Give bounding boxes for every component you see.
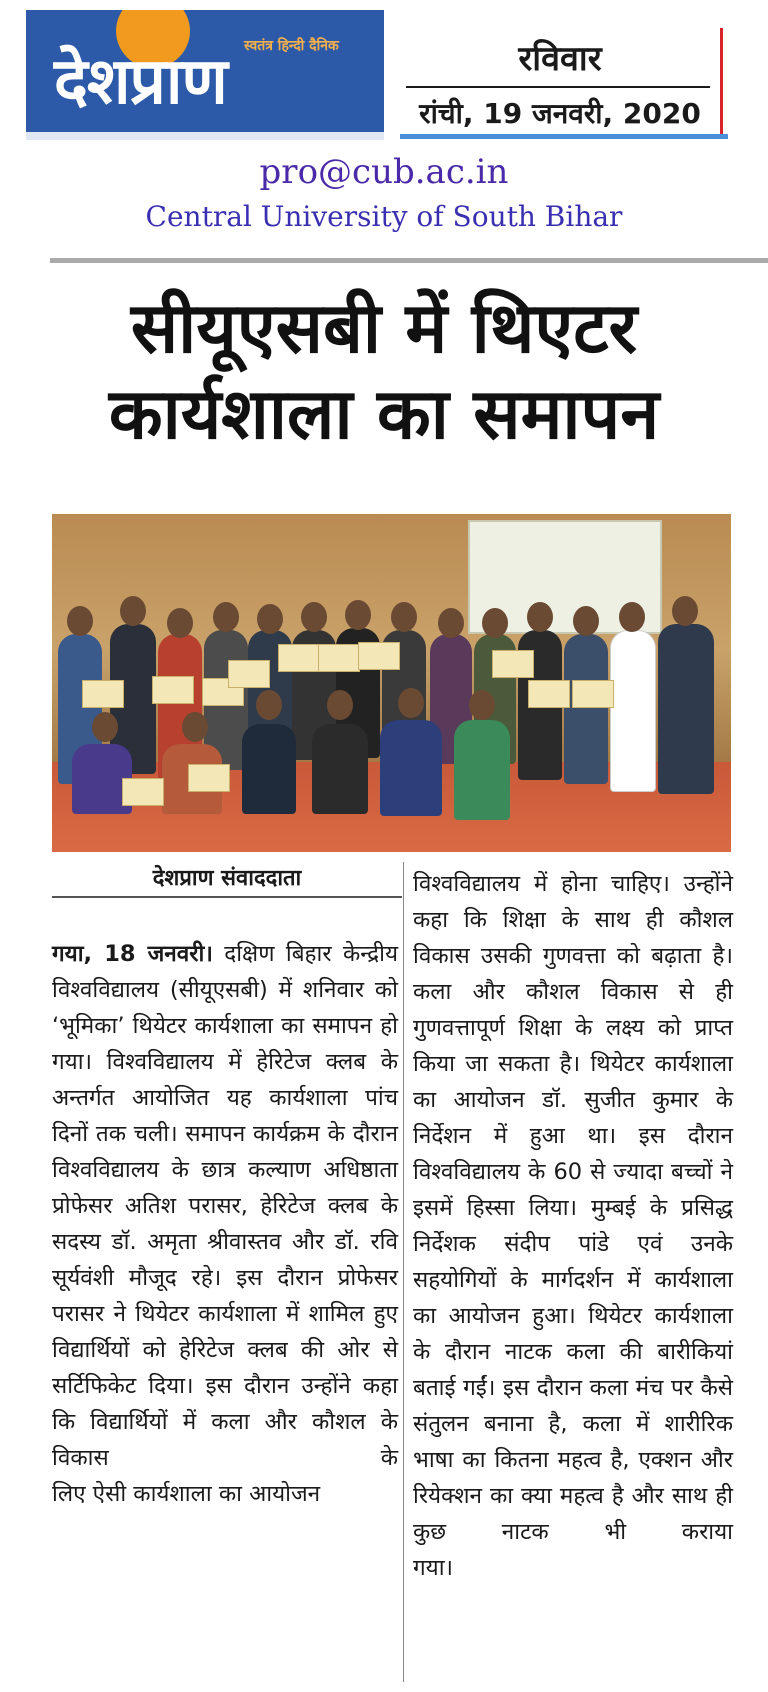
- byline-rule: [52, 896, 402, 898]
- article-body-right-column: [413, 866, 733, 1656]
- column-divider: [403, 862, 404, 1682]
- section-divider: [50, 258, 768, 263]
- dateline-rule: [406, 86, 710, 88]
- source-institution: Central University of South Bihar: [145, 200, 623, 233]
- article-byline: देशप्राण संवाददाता: [152, 866, 302, 891]
- masthead-dateline: [400, 28, 723, 138]
- article-body-right: विश्वविद्यालय में होना चाहिए। उन्होंने कहा कि शिक्षा के साथ ही कौशल विकास उसकी गुणवत्ता को बढ़ाता है। कला और कौशल विकास से ही गुणवत्तापूर्ण शिक्षा के लक्ष्य को प्राप्त किया जा सकता है। थियेटर कार्यशाला का आयोजन डॉ. सुजीत कुमार के निर्देशन में हुआ था। इस दौरान विश्वविद्यालय के 60 से ज्यादा बच्चों ने इसमें हिस्सा लिया। मुम्बई के प्रसिद्ध निर्देशक संदीप पांडे एवं उनके सहयोगियों के मार्गदर्शन में कार्यशाला का आयोजन हुआ। थियेटर कार्यशाला के दौरान नाटक कला की बारीकियां बताई गईं। इस दौरान कला मंच पर कैसे संतुलन बनाना है, कला में शारीरिक भाषा का कितना महत्व है, एक्शन और रियेक्शन का क्या महत्व है और साथ ही कुछ नाटक भी कराया: [413, 871, 733, 1545]
- headline-line-2: कार्यशाला का समापन: [108, 373, 660, 455]
- headline-line-1: सीयूएसबी में थिएटर: [130, 287, 638, 369]
- masthead-logo: [26, 10, 384, 140]
- article-body-left: दक्षिण बिहार केन्द्रीय विश्वविद्यालय (सीयूएसबी) में शनिवार को ‘भूमिका’ थियेटर कार्यशाला का समापन हो गया। विश्वविद्यालय में हेरिटेज क्लब के अन्तर्गत आयोजित यह कार्यशाला पांच दिनों तक चली। समापन कार्यक्रम के दौरान विश्वविद्यालय के छात्र कल्याण अधिष्ठाता प्रोफेसर अतिश परासर, हेरिटेज क्लब के सदस्य डॉ. अमृता श्रीवास्तव और डॉ. रवि सूर्यवंशी मौजूद रहे। इस दौरान प्रोफेसर परासर ने थियेटर कार्यशाला में शामिल हुए विद्यार्थियों को हेरिटेज क्लब की ओर से सर्टिफिकेट दिया। इस दौरान उन्होंने कहा कि विद्यार्थियों में कला और कौशल के विकास के: [52, 941, 398, 1471]
- publication-day: रविवार: [518, 39, 602, 79]
- article-headline: [40, 285, 728, 457]
- article-body-left-last-line: लिए ऐसी कार्यशाला का आयोजन: [52, 1481, 321, 1507]
- masthead-tagline: स्वतंत्र हिन्दी दैनिक: [244, 38, 339, 54]
- logo-underline: [26, 132, 384, 140]
- article-body-right-last-line: गया।: [413, 1555, 454, 1581]
- photo-group: [52, 594, 731, 824]
- article-body-left-column: [52, 936, 398, 1656]
- masthead-name: देशप्राण: [54, 45, 227, 119]
- article-dateline: गया, 18 जनवरी।: [52, 941, 213, 967]
- article-photo: [52, 514, 731, 852]
- dateline-accent-bar: [400, 134, 728, 139]
- publication-date: रांची, 19 जनवरी, 2020: [419, 97, 701, 130]
- source-email: pro@cub.ac.in: [259, 152, 509, 192]
